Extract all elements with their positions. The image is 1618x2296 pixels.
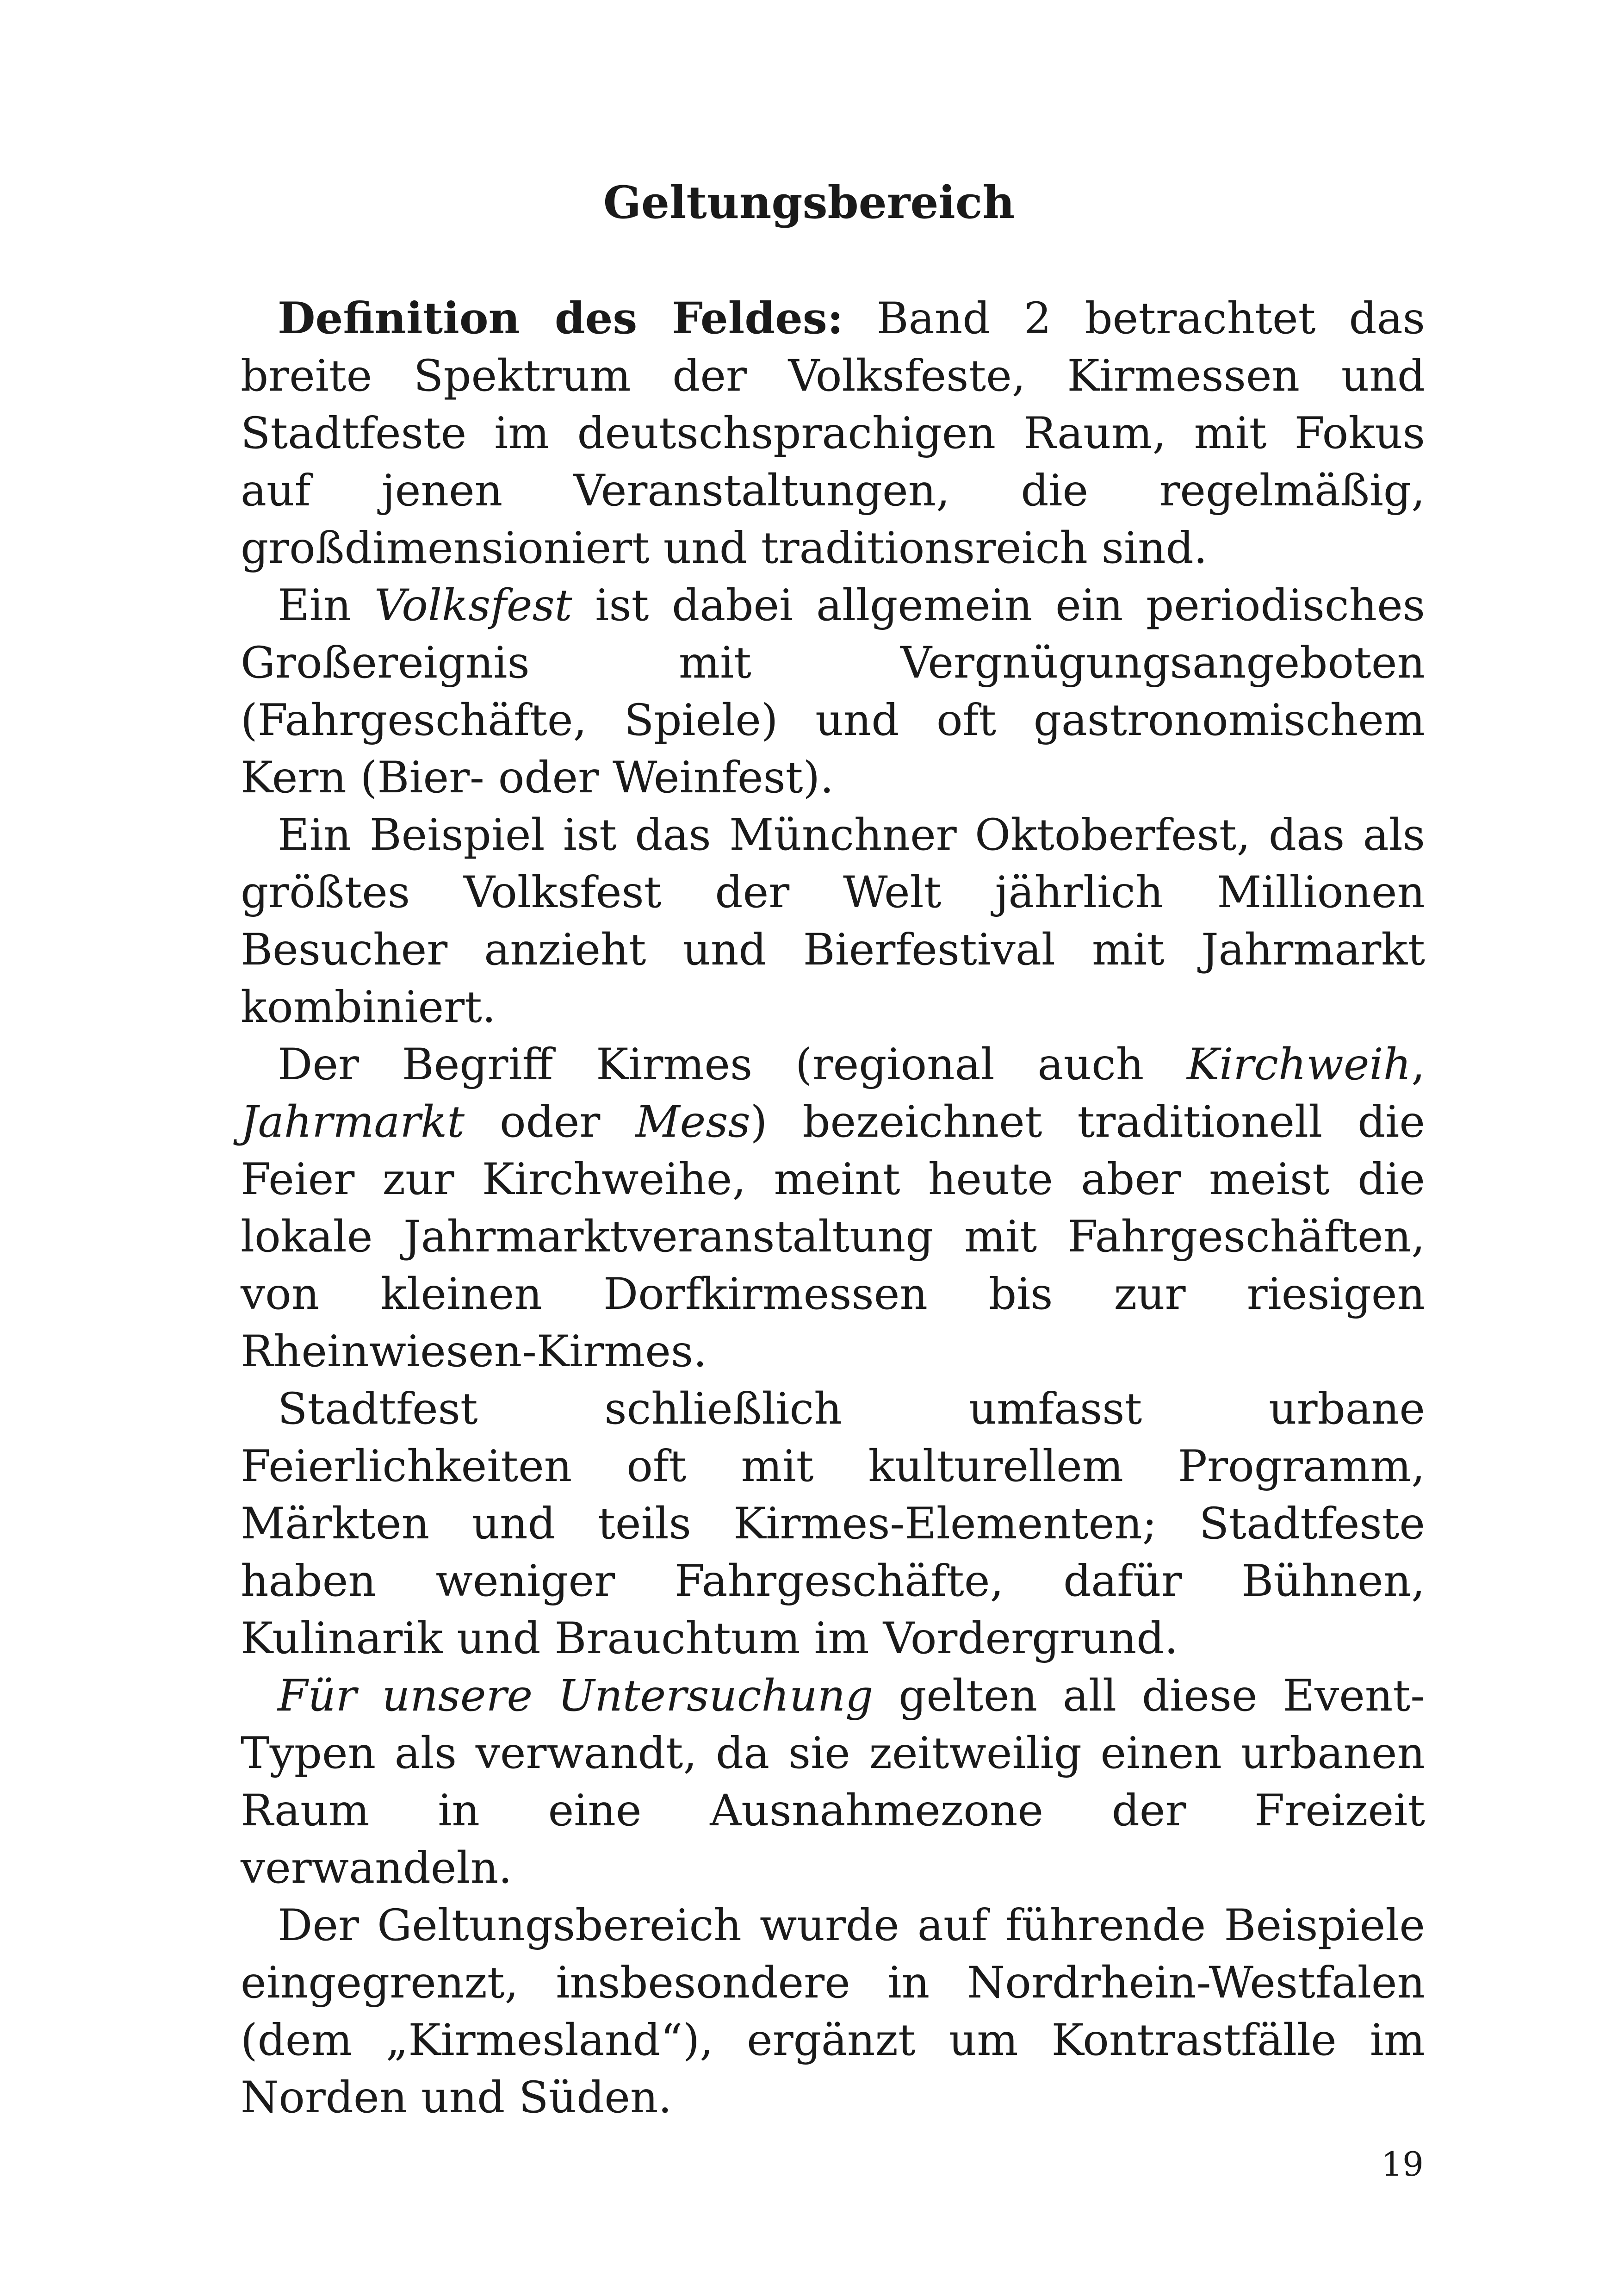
- term-mess: Mess: [635, 1097, 750, 1147]
- paragraph-geltungsbereich: [241, 1897, 1425, 2127]
- body-text: [241, 290, 1425, 2127]
- paragraph-text: ,: [1411, 1039, 1425, 1090]
- paragraph-text: Ein: [278, 580, 374, 631]
- page-number: 19: [1381, 2145, 1424, 2184]
- paragraph-text: Stadtfest schließlich umfasst urbane Feierlichkeiten oft mit kulturellem Programm, Märkten und teils Kirmes-Elementen; Stadtfeste haben weniger Fahrgeschäfte, dafür Bühnen, Kulinarik und Brauchtum im Vordergrund.: [241, 1384, 1425, 1664]
- paragraph-text: oder: [465, 1097, 636, 1147]
- term-volksfest: Volksfest: [374, 580, 572, 631]
- paragraph-text: ) bezeichnet traditionell die Feier zur Kirchweihe, meint heute aber meist die lokale Jahrmarktveranstaltung mit Fahrgeschäften, von kleinen Dorfkirmessen bis zur riesigen Rheinwiesen-Kirmes.: [241, 1097, 1425, 1377]
- paragraph-text: ist dabei allgemein ein periodisches Großereignis mit Vergnügungsangeboten (Fahrgeschäfte, Spiele) und oft gastronomischem Kern (Bier- oder Weinfest).: [241, 580, 1425, 803]
- paragraph-stadtfest: [241, 1381, 1425, 1668]
- term-jahrmarkt: Jahrmarkt: [241, 1097, 465, 1147]
- paragraph-text: Band 2 betrachtet das breite Spektrum der Volksfeste, Kirmessen und Stadtfeste im deutschsprachigen Raum, mit Fokus auf jenen Veranstaltungen, die regelmäßig, großdimensioniert und traditionsreich sind.: [241, 293, 1425, 573]
- paragraph-volksfest: [241, 577, 1425, 807]
- paragraph-text: gelten all diese Event-Typen als verwandt, da sie zeitweilig einen urbanen Raum in eine Ausnahmezone der Freizeit verwandeln.: [241, 1671, 1425, 1893]
- paragraph-kirmes: [241, 1036, 1425, 1381]
- definition-lead: Definition des Feldes:: [278, 293, 843, 344]
- term-untersuchung: Für unsere Untersuchung: [278, 1671, 874, 1721]
- section-heading: Geltungsbereich: [603, 176, 1015, 229]
- paragraph-text: Ein Beispiel ist das Münchner Oktoberfest, das als größtes Volksfest der Welt jährlich Millionen Besucher anzieht und Bierfestival mit Jahrmarkt kombiniert.: [241, 810, 1425, 1033]
- paragraph-untersuchung: [241, 1668, 1425, 1897]
- paragraph-text: Der Begriff Kirmes (regional auch: [278, 1039, 1187, 1090]
- paragraph-definition: [241, 290, 1425, 577]
- term-kirchweih: Kirchweih: [1187, 1039, 1412, 1090]
- paragraph-text: Der Geltungsbereich wurde auf führende Beispiele eingegrenzt, insbesondere in Nordrhein-Westfalen (dem „Kirmesland“), ergänzt um Kontrastfälle im Norden und Süden.: [241, 1900, 1425, 2123]
- paragraph-oktoberfest: [241, 807, 1425, 1036]
